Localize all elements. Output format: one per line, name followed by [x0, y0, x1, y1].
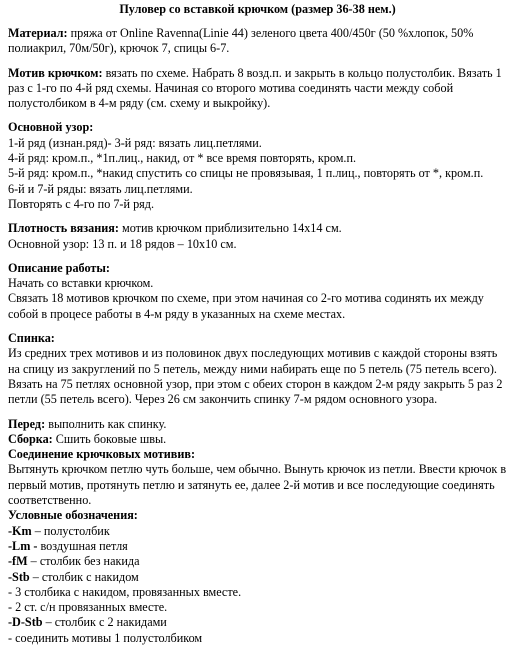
- motif-text: вязать по схеме. Набрать 8 возд.п. и закрыть в кольцо полустолбик. Вязать 1 раз с 1-го по 4-й ряд схемы. Начиная со второго мотива соединять части между собой полустолбиком в 4-м ряду (см. схему и выкройку).: [8, 65, 502, 111]
- density-text: мотив крючком приблизительно 14х14 см.: [118, 221, 342, 236]
- legend-text: - 3 столбика с накидом, провязанных вместе.: [8, 584, 242, 599]
- front-label: Перед:: [8, 416, 46, 431]
- spacer: [8, 212, 507, 221]
- description-heading: Описание работы:: [8, 260, 110, 275]
- spacer: [8, 17, 507, 26]
- legend-item: [8, 585, 507, 600]
- legend-symbol: -Km: [8, 523, 32, 538]
- description-line: Начать со вставки крючком.: [8, 276, 154, 291]
- spacer: [8, 408, 507, 417]
- back-heading: Спинка:: [8, 331, 55, 346]
- legend-heading: Условные обозначения:: [8, 508, 138, 523]
- density-label: Плотность вязания:: [8, 221, 119, 236]
- legend-item: [8, 631, 507, 646]
- description-paragraph: Связать 18 мотивов крючком по схеме, при этом начиная со 2-го мотива содинять их между собой в процесе работы в 4-м ряду в указанных на схеме местах.: [8, 291, 484, 321]
- legend-text: - соединить мотивы 1 полустолбиком: [8, 630, 203, 645]
- legend-symbol: -Lm -: [8, 538, 38, 553]
- legend-item: [8, 570, 507, 585]
- material-text: пряжа от Online Ravenna(Linie 44) зеленого цвета 400/450г (50 %хлопок, 50% полиакрил, 70м/50г), крючок 7, спицы 6-7.: [8, 26, 474, 56]
- legend-item: [8, 554, 507, 569]
- legend-item: [8, 539, 507, 554]
- density-main-pattern: Основной узор: 13 п. и 18 рядов – 10х10 см.: [8, 236, 237, 251]
- back-section: [8, 331, 507, 407]
- pattern-line: 5-й ряд: кром.п., *накид спустить со спицы не провязывая, 1 п.лиц., повторять от *, кром.п.: [8, 166, 484, 181]
- spacer: [8, 57, 507, 66]
- material-label: Материал:: [8, 26, 68, 40]
- document-title: Пуловер со вставкой крючком (размер 36-38 нем.): [119, 2, 396, 16]
- density-section: [8, 221, 507, 252]
- front-text: выполнить как спинку.: [45, 416, 167, 431]
- legend-text: - 2 ст. с/н провязанных вместе.: [8, 600, 168, 615]
- legend-symbol: -D-Stb: [8, 615, 43, 630]
- spacer: [8, 322, 507, 331]
- pattern-line: 6-й и 7-й ряды: вязать лиц.петлями.: [8, 181, 193, 196]
- joining-paragraph: Вытянуть крючком петлю чуть больше, чем обычно. Вынуть крючок из петли. Ввести крючок в первый мотив, протянуть петлю и затянуть ее, далее 2-й мотив и все последующие соединять соответственно.: [8, 462, 507, 508]
- motif-label: Мотив крючком:: [8, 65, 103, 80]
- assembly-label: Сборка:: [8, 431, 53, 446]
- legend-symbol: -Stb: [8, 569, 30, 584]
- finishing-section: [8, 417, 507, 646]
- motif-paragraph: [8, 66, 507, 112]
- pattern-line: 4-й ряд: кром.п., *1п.лиц., накид, от * все время повторять, кром.п.: [8, 151, 357, 166]
- back-paragraph: Из средних трех мотивов и из половинок двух последующих мотивив с каждой стороны взять на спицу из закруглений по 5 петель, между ними набирать еще по 5 петель (75 петель всего).: [8, 346, 498, 376]
- legend-item: [8, 615, 507, 630]
- spacer: [8, 111, 507, 120]
- legend-text: – столбик без накида: [27, 554, 140, 569]
- spacer: [8, 252, 507, 261]
- pattern-line: 1-й ряд (изнан.ряд)- 3-й ряд: вязать лиц.петлями.: [8, 135, 262, 150]
- pattern-line: Повторять с 4-го по 7-й ряд.: [8, 196, 155, 211]
- material-paragraph: [8, 26, 507, 57]
- pattern-section: [8, 120, 507, 212]
- legend-text: – полустолбик: [31, 523, 110, 538]
- legend-text: – столбик с накидом: [29, 569, 139, 584]
- legend-text: воздушная петля: [37, 538, 128, 553]
- back-paragraph: Вязать на 75 петлях основной узор, при этом с обеих сторон в каждом 2-м ряду закрыть 5 раз 2 петли (55 петель всего). Через 26 см закончить спинку 7-м рядом основного узора.: [8, 376, 503, 407]
- legend-text: – столбик с 2 накидами: [42, 615, 167, 630]
- pattern-heading: Основной узор:: [8, 120, 94, 135]
- document-page: [0, 2, 515, 645]
- joining-heading: Соединение крючковых мотивив:: [8, 447, 196, 462]
- description-section: [8, 261, 507, 322]
- legend-item: [8, 524, 507, 539]
- legend-symbol: -fM: [8, 554, 28, 569]
- assembly-text: Сшить боковые швы.: [52, 431, 167, 446]
- legend-item: [8, 600, 507, 615]
